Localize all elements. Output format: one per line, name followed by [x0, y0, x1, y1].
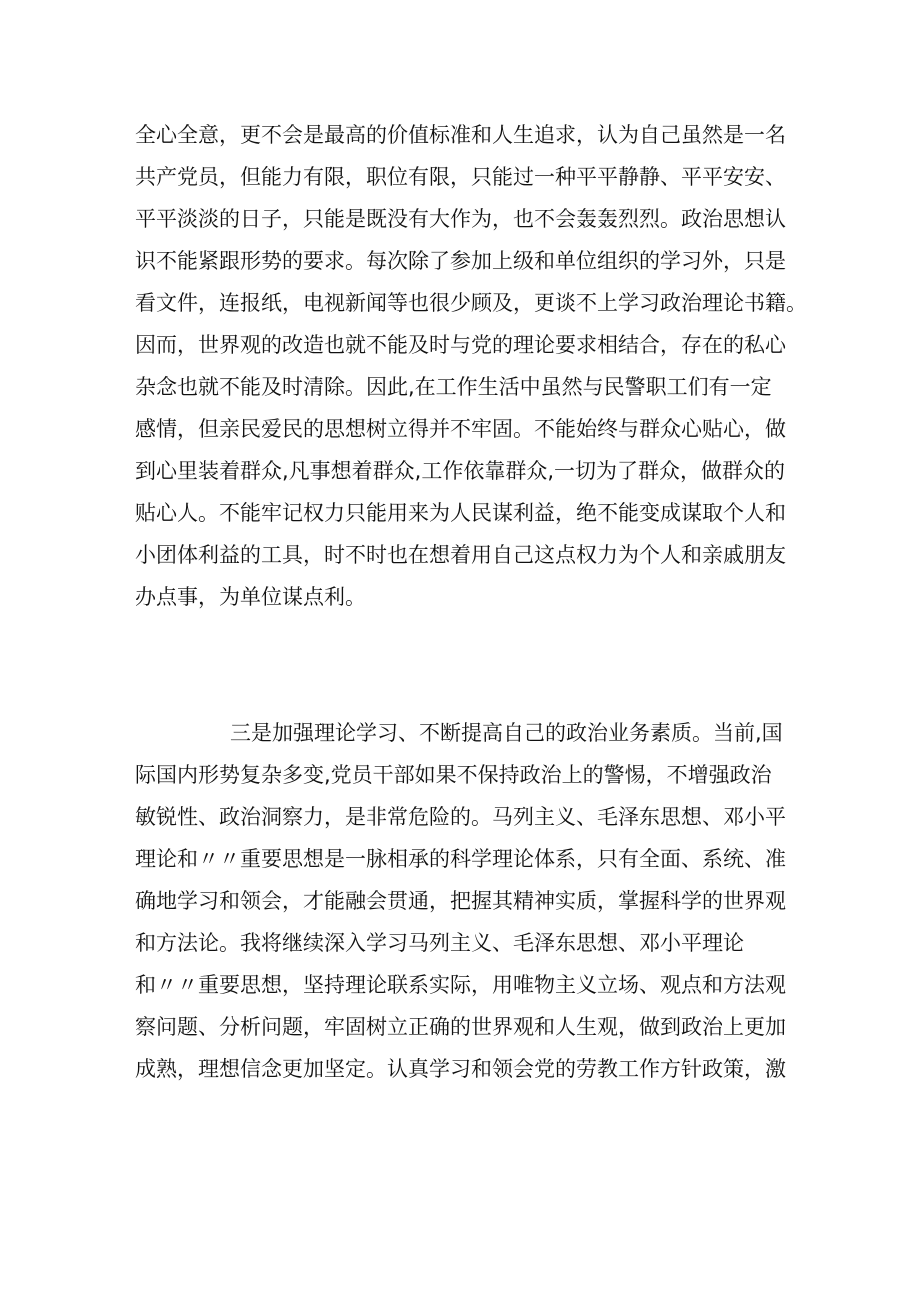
text-line: 看文件，连报纸，电视新闻等也很少顾及，更谈不上学习政治理论书籍。 [135, 291, 807, 315]
text-line: 确地学习和领会，才能融会贯通，把握其精神实质，掌握科学的世界观 [135, 889, 786, 913]
text-line: 办点事，为单位谋点利。 [135, 585, 366, 609]
text-line: 感情，但亲民爱民的思想树立得并不牢固。不能始终与群众心贴心，做 [135, 417, 786, 441]
paragraph-1 [135, 114, 805, 618]
text-line: 因而，世界观的改造也就不能及时与党的理论要求相结合，存在的私心 [135, 333, 786, 357]
paragraph-2 [135, 712, 805, 1090]
text-line: 小团体利益的工具，时不时也在想着用自己这点权力为个人和亲戚朋友 [135, 543, 786, 567]
text-line: 三是加强理论学习、不断提高自己的政治业务素质。当前,国 [230, 721, 783, 745]
text-line: 际国内形势复杂多变,党员干部如果不保持政治上的警惕，不增强政治 [135, 763, 772, 787]
text-line: 敏锐性、政治洞察力，是非常危险的。马列主义、毛泽东思想、邓小平 [135, 805, 786, 829]
text-line: 贴心人。不能牢记权力只能用来为人民谋利益，绝不能变成谋取个人和 [135, 501, 786, 525]
text-line: 识不能紧跟形势的要求。每次除了参加上级和单位组织的学习外，只是 [135, 249, 786, 273]
text-line: 察问题、分析问题，牢固树立正确的世界观和人生观，做到政治上更加 [135, 1015, 786, 1039]
text-line: 成熟，理想信念更加坚定。认真学习和领会党的劳教工作方针政策，激 [135, 1057, 786, 1081]
text-line: 理论和〃〃重要思想是一脉相承的科学理论体系，只有全面、系统、准 [135, 847, 786, 871]
text-line: 全心全意，更不会是最高的价值标准和人生追求，认为自己虽然是一名 [135, 123, 786, 147]
text-line: 和〃〃重要思想，坚持理论联系实际，用唯物主义立场、观点和方法观 [135, 973, 786, 997]
text-line: 平平淡淡的日子，只能是既没有大作为，也不会轰轰烈烈。政治思想认 [135, 207, 786, 231]
text-line: 共产党员，但能力有限，职位有限，只能过一种平平静静、平平安安、 [135, 165, 786, 189]
text-line: 到心里装着群众,凡事想着群众,工作依靠群众,一切为了群众，做群众的 [135, 459, 786, 483]
text-line: 杂念也就不能及时清除。因此,在工作生活中虽然与民警职工们有一定 [135, 375, 772, 399]
text-line: 和方法论。我将继续深入学习马列主义、毛泽东思想、邓小平理论 [135, 931, 744, 955]
